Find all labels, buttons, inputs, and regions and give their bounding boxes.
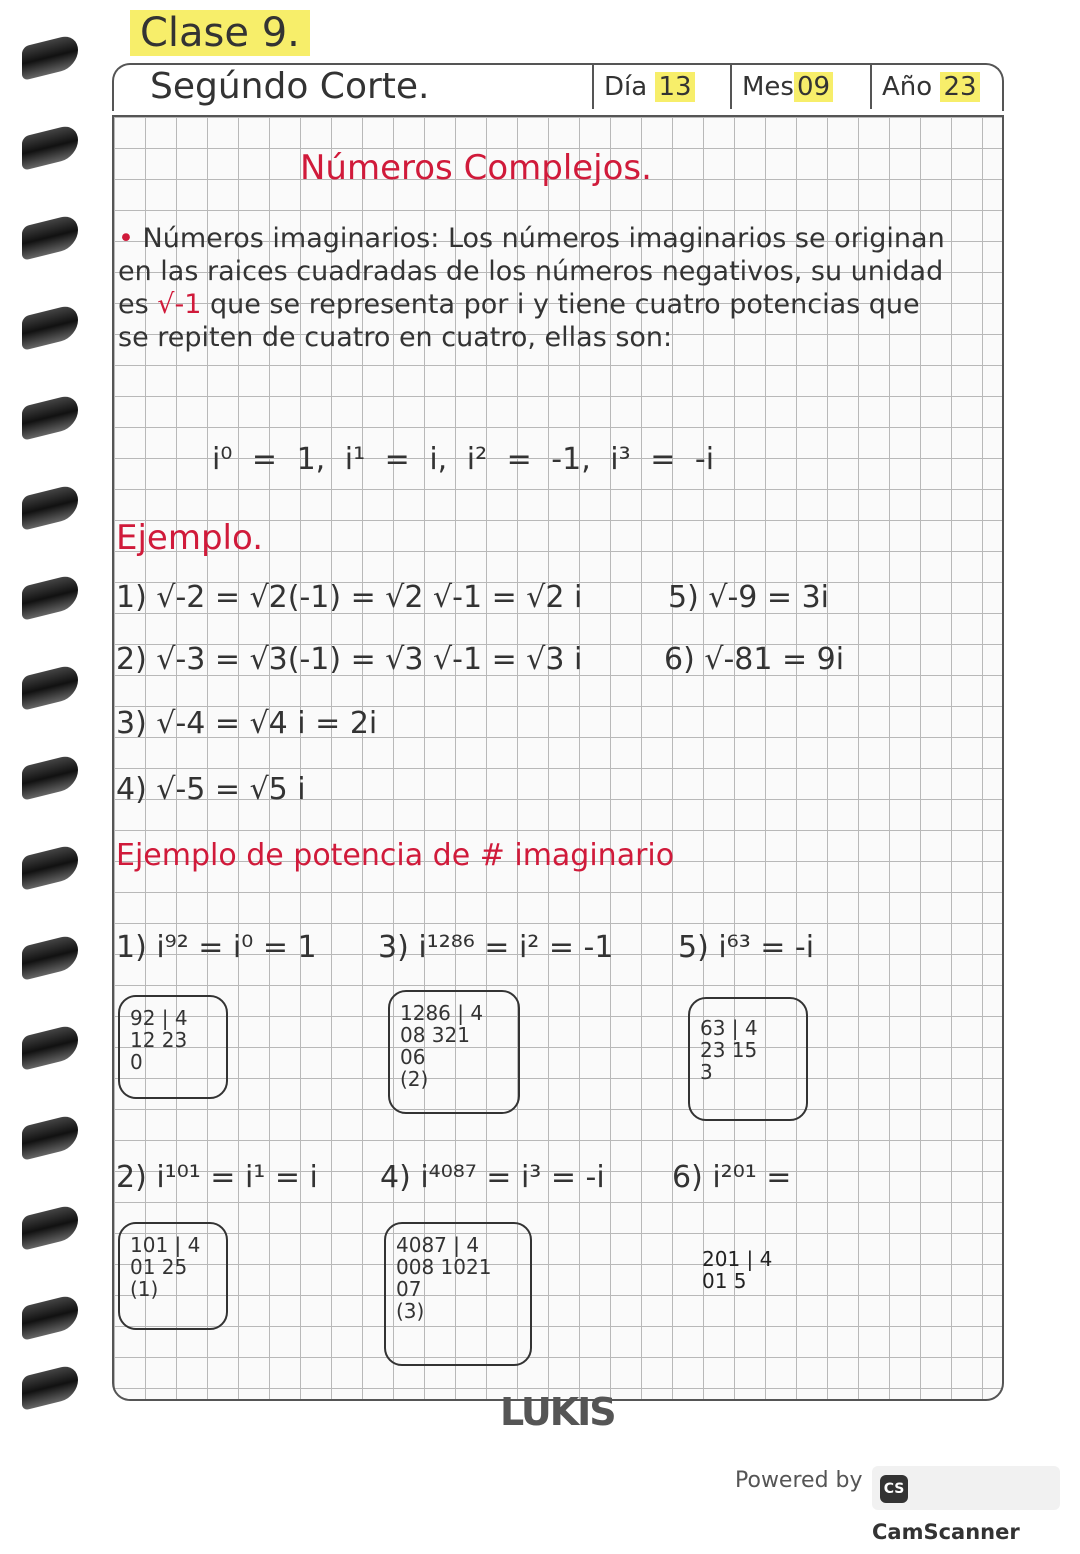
month-field [730, 65, 870, 109]
work-line: 63 | 4 [700, 1016, 758, 1040]
power-item: 6) i²⁰¹ = [672, 1160, 792, 1195]
section-heading: Números Complejos. [300, 148, 652, 188]
work-line: 07 [396, 1277, 422, 1301]
example-item: 5) √-9 = 3i [668, 580, 829, 615]
month-value: 09 [794, 72, 833, 102]
powers-example-title: Ejemplo de potencia de # imaginario [116, 838, 675, 873]
year-value: 23 [940, 72, 979, 102]
division-box [384, 1222, 532, 1366]
work-line: 23 15 [700, 1038, 758, 1062]
lukis-logo: LUKIS [500, 1390, 615, 1434]
powered-by-label: Powered by [735, 1468, 863, 1493]
work-line: 201 | 4 [702, 1247, 773, 1271]
day-label: Día [604, 72, 648, 102]
example-item: 6) √-81 = 9i [664, 642, 845, 677]
division-work [702, 1248, 772, 1292]
camscanner-label: CamScanner [872, 1520, 1020, 1544]
example-item: 1) √-2 = √2(-1) = √2 √-1 = √2 i [116, 580, 583, 615]
powers-row: i⁰ = 1, i¹ = i, i² = -1, i³ = -i [212, 442, 715, 477]
example-item: 3) √-4 = √4 i = 2i [116, 706, 378, 741]
division-box [688, 997, 808, 1121]
work-line: 0 [130, 1050, 143, 1074]
example-item: 2) √-3 = √3(-1) = √3 √-1 = √3 i [116, 642, 583, 677]
power-item: 1) i⁹² = i⁰ = 1 [116, 930, 317, 965]
year-field [870, 65, 1000, 109]
power: i¹ = i [344, 442, 438, 477]
work-line: 4087 | 4 [396, 1233, 480, 1257]
division-box [118, 995, 228, 1099]
day-field [592, 65, 730, 109]
work-line: (2) [400, 1067, 429, 1091]
unit-value: √-1 [157, 289, 202, 320]
work-line: 12 23 [130, 1028, 188, 1052]
class-title: Clase 9. [130, 10, 310, 56]
power-item: 5) i⁶³ = -i [678, 930, 815, 965]
camscanner-badge [872, 1466, 1060, 1544]
power: i² = -1 [466, 442, 582, 477]
power-item: 3) i¹²⁸⁶ = i² = -1 [378, 930, 614, 965]
power: i⁰ = 1 [212, 442, 316, 477]
intro-term: Números imaginarios: [142, 223, 440, 254]
year-label: Año [882, 72, 933, 102]
power-item: 4) i⁴⁰⁸⁷ = i³ = -i [380, 1160, 605, 1195]
intro-paragraph: • Números imaginarios: Los números imaginarios se originan en las raices cuadradas de los números negativos, su unidad es √-1 que se representa por i y tiene cuatro potencias que se repiten de cuatro en cuatro, ellas son: [118, 223, 945, 353]
intro-text-2: que se representa por i y tiene cuatro potencias que se repiten de cuatro en cuatro, ellas son: [118, 289, 920, 353]
notebook-spiral [22, 40, 82, 1420]
division-box [118, 1222, 228, 1330]
work-line: 01 5 [702, 1269, 747, 1293]
power-item: 2) i¹⁰¹ = i¹ = i [116, 1160, 318, 1195]
example-title: Ejemplo. [116, 518, 264, 558]
camscanner-icon: CS [880, 1475, 908, 1503]
work-line: 06 [400, 1045, 426, 1069]
power: i³ = -i [610, 442, 715, 477]
subtitle: Segúndo Corte. [150, 66, 430, 107]
work-line: (1) [130, 1277, 159, 1301]
month-label: Mes [742, 72, 794, 102]
work-line: 1286 | 4 [400, 1001, 484, 1025]
example-item: 4) √-5 = √5 i [116, 772, 306, 807]
work-line: 3 [700, 1060, 713, 1084]
work-line: 92 | 4 [130, 1006, 188, 1030]
intro-text: Los números imaginarios se originan en las raices cuadradas de los números negativos, su unidad es [118, 223, 945, 320]
work-line: 008 1021 [396, 1255, 492, 1279]
work-line: 101 | 4 [130, 1233, 201, 1257]
work-line: 08 321 [400, 1023, 470, 1047]
work-line: 01 25 [130, 1255, 188, 1279]
work-line: (3) [396, 1299, 425, 1323]
division-box [388, 990, 520, 1114]
day-value: 13 [655, 72, 694, 102]
